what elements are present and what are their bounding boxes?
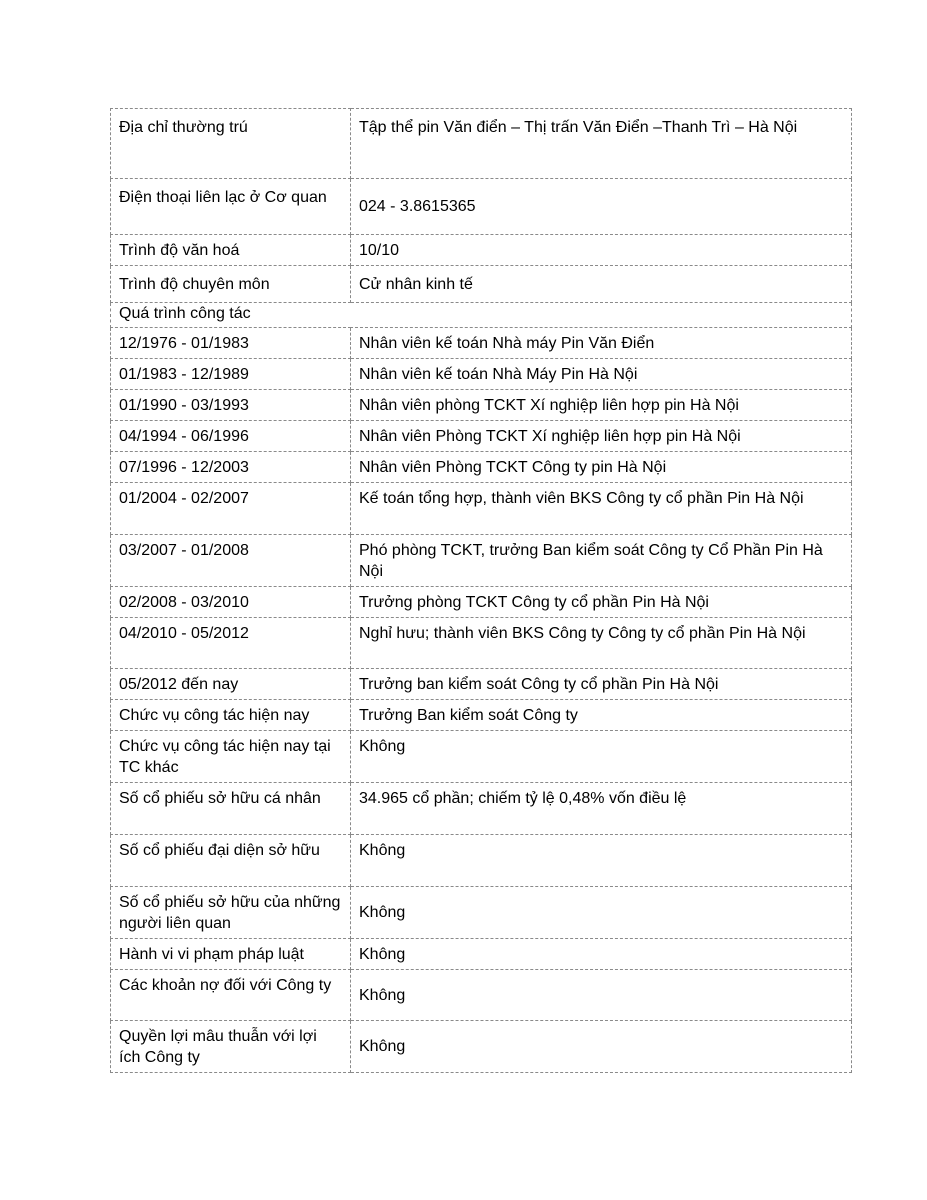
history-desc: Kế toán tổng hợp, thành viên BKS Công ty cổ phần Pin Hà Nội bbox=[351, 483, 852, 535]
table-row bbox=[111, 266, 852, 303]
row-value: Không bbox=[351, 1021, 852, 1073]
history-row bbox=[111, 587, 852, 618]
table-row bbox=[111, 235, 852, 266]
profile-table bbox=[110, 108, 852, 1073]
table-row bbox=[111, 970, 852, 1021]
row-value: 024 - 3.8615365 bbox=[351, 179, 852, 235]
table-row bbox=[111, 700, 852, 731]
history-period: 04/1994 - 06/1996 bbox=[111, 421, 351, 452]
table-row bbox=[111, 939, 852, 970]
history-desc: Trưởng ban kiểm soát Công ty cổ phần Pin Hà Nội bbox=[351, 669, 852, 700]
row-label: Các khoản nợ đối với Công ty bbox=[111, 970, 351, 1021]
table-row bbox=[111, 109, 852, 179]
history-period: 05/2012 đến nay bbox=[111, 669, 351, 700]
table-row bbox=[111, 887, 852, 939]
row-value: Trưởng Ban kiểm soát Công ty bbox=[351, 700, 852, 731]
row-label: Quyền lợi mâu thuẫn với lợi ích Công ty bbox=[111, 1021, 351, 1073]
row-label: Chức vụ công tác hiện nay tại TC khác bbox=[111, 731, 351, 783]
row-value: 34.965 cổ phần; chiếm tỷ lệ 0,48% vốn điều lệ bbox=[351, 783, 852, 835]
history-desc: Nhân viên Phòng TCKT Xí nghiệp liên hợp pin Hà Nội bbox=[351, 421, 852, 452]
row-label: Địa chỉ thường trú bbox=[111, 109, 351, 179]
table-row bbox=[111, 783, 852, 835]
row-value: Không bbox=[351, 939, 852, 970]
history-period: 02/2008 - 03/2010 bbox=[111, 587, 351, 618]
row-value: Không bbox=[351, 835, 852, 887]
section-heading: Quá trình công tác bbox=[111, 303, 852, 328]
row-value: Cử nhân kinh tế bbox=[351, 266, 852, 303]
history-desc: Phó phòng TCKT, trưởng Ban kiểm soát Công ty Cổ Phần Pin Hà Nội bbox=[351, 535, 852, 587]
table-row bbox=[111, 1021, 852, 1073]
history-period: 01/1990 - 03/1993 bbox=[111, 390, 351, 421]
history-period: 07/1996 - 12/2003 bbox=[111, 452, 351, 483]
history-period: 03/2007 - 01/2008 bbox=[111, 535, 351, 587]
history-row bbox=[111, 669, 852, 700]
history-row bbox=[111, 535, 852, 587]
row-label: Hành vi vi phạm pháp luật bbox=[111, 939, 351, 970]
history-period: 01/2004 - 02/2007 bbox=[111, 483, 351, 535]
history-desc: Nhân viên phòng TCKT Xí nghiệp liên hợp pin Hà Nội bbox=[351, 390, 852, 421]
history-desc: Nhân viên Phòng TCKT Công ty pin Hà Nội bbox=[351, 452, 852, 483]
history-row bbox=[111, 390, 852, 421]
history-row bbox=[111, 618, 852, 669]
table-row bbox=[111, 835, 852, 887]
history-row bbox=[111, 359, 852, 390]
table-row bbox=[111, 731, 852, 783]
row-label: Chức vụ công tác hiện nay bbox=[111, 700, 351, 731]
row-label: Trình độ văn hoá bbox=[111, 235, 351, 266]
history-row bbox=[111, 483, 852, 535]
table-row bbox=[111, 303, 852, 328]
row-value: Không bbox=[351, 731, 852, 783]
row-label: Số cổ phiếu đại diện sở hữu bbox=[111, 835, 351, 887]
row-label: Trình độ chuyên môn bbox=[111, 266, 351, 303]
history-row bbox=[111, 328, 852, 359]
row-value: Không bbox=[351, 887, 852, 939]
row-value: 10/10 bbox=[351, 235, 852, 266]
history-row bbox=[111, 421, 852, 452]
history-period: 12/1976 - 01/1983 bbox=[111, 328, 351, 359]
row-value: Tập thể pin Văn điển – Thị trấn Văn Điển –Thanh Trì – Hà Nội bbox=[351, 109, 852, 179]
row-value: Không bbox=[351, 970, 852, 1021]
row-label: Số cổ phiếu sở hữu cá nhân bbox=[111, 783, 351, 835]
history-desc: Nghỉ hưu; thành viên BKS Công ty Công ty cổ phần Pin Hà Nội bbox=[351, 618, 852, 669]
history-row bbox=[111, 452, 852, 483]
row-label: Điện thoại liên lạc ở Cơ quan bbox=[111, 179, 351, 235]
history-desc: Trưởng phòng TCKT Công ty cổ phần Pin Hà Nội bbox=[351, 587, 852, 618]
history-desc: Nhân viên kế toán Nhà Máy Pin Hà Nội bbox=[351, 359, 852, 390]
history-period: 01/1983 - 12/1989 bbox=[111, 359, 351, 390]
table-row bbox=[111, 179, 852, 235]
history-desc: Nhân viên kế toán Nhà máy Pin Văn Điển bbox=[351, 328, 852, 359]
row-label: Số cổ phiếu sở hữu của những người liên quan bbox=[111, 887, 351, 939]
history-period: 04/2010 - 05/2012 bbox=[111, 618, 351, 669]
